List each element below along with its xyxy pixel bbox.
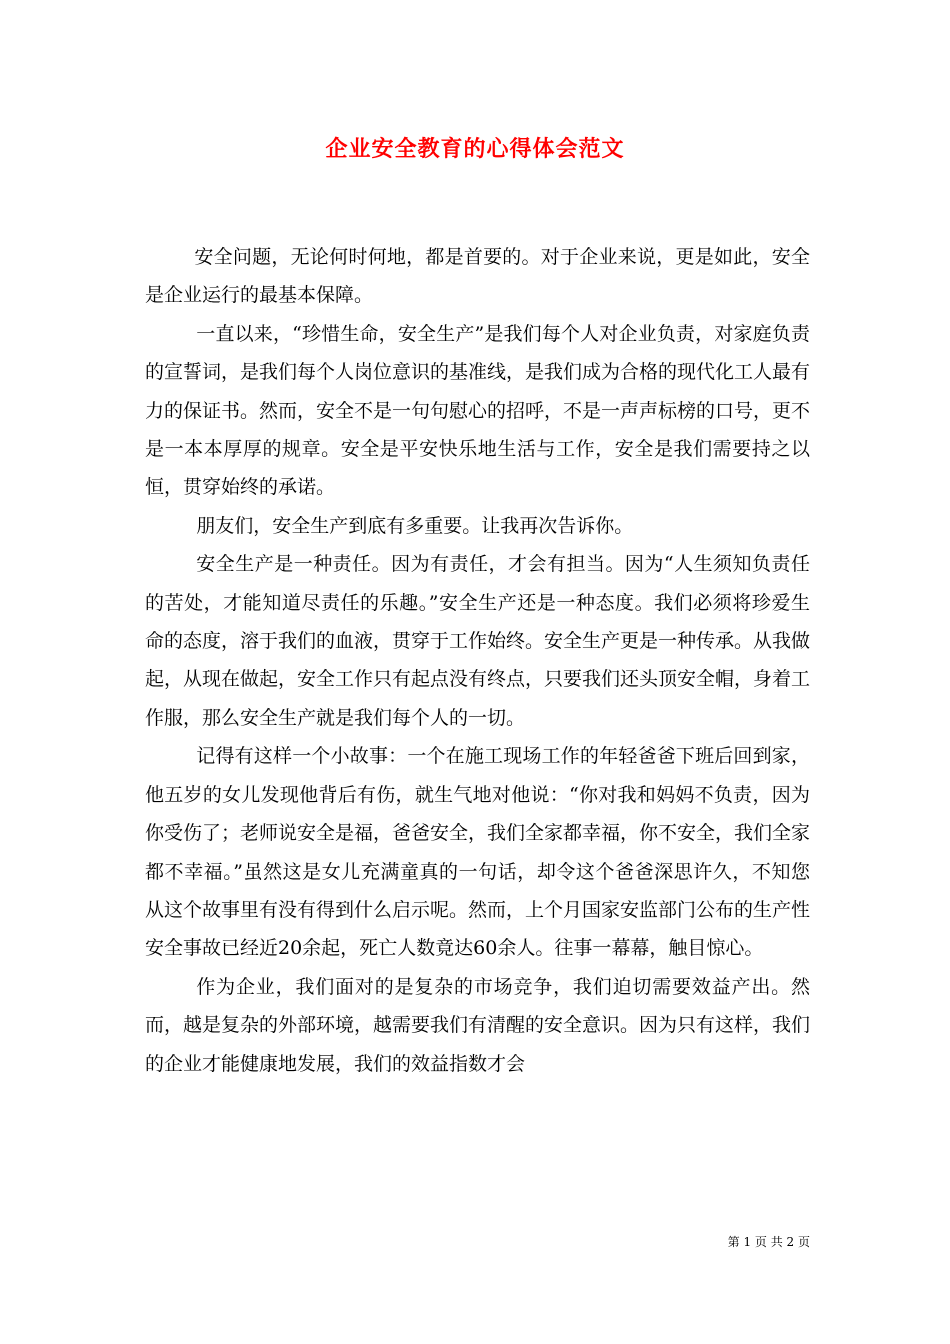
document-body (145, 238, 810, 1083)
paragraph-1: 安全问题，无论何时何地，都是首要的。对于企业来说，更是如此，安全是企业运行的最基本保障。 (145, 246, 810, 307)
paragraph-2: 一直以来，“珍惜生命，安全生产”是我们每个人对企业负责，对家庭负责的宣誓词，是我们每个人岗位意识的基准线，是我们成为合格的现代化工人最有力的保证书。然而，安全不是一句句慰心的招呼，不是一声声标榜的口号，更不是一本本厚厚的规章。安全是平安快乐地生活与工作，安全是我们需要持之以恒，贯穿始终的承诺。 (145, 322, 811, 499)
paragraph-6: 作为企业，我们面对的是复杂的市场竞争，我们迫切需要效益产出。然而，越是复杂的外部环境，越需要我们有清醒的安全意识。因为只有这样，我们的企业才能健康地发展，我们的效益指数才会 (145, 975, 811, 1075)
page-number: 第 1 页 共 2 页 (727, 1235, 810, 1249)
paragraph-4: 安全生产是一种责任。因为有责任，才会有担当。因为“人生须知负责任的苦处，才能知道尽责任的乐趣。”安全生产还是一种态度。我们必须将珍爱生命的态度，溶于我们的血液，贯穿于工作始终。安全生产更是一种传承。从我做起，从现在做起，安全工作只有起点没有终点，只要我们还头顶安全帽，身着工作服，那么安全生产就是我们每个人的一切。 (145, 553, 811, 729)
paragraph-3: 朋友们，安全生产到底有多重要。让我再次告诉你。 (196, 514, 634, 537)
document-title: 企业安全教育的心得体会范文 (325, 136, 625, 162)
paragraph-5: 记得有这样一个小故事：一个在施工现场工作的年轻爸爸下班后回到家，他五岁的女儿发现他背后有伤，就生气地对他说：“你对我和妈妈不负责，因为你受伤了；老师说安全是福，爸爸安全，我们全家都幸福，你不安全，我们全家都不幸福。”虽然这是女儿充满童真的一句话，却令这个爸爸深思许久，不知您从这个故事里有没有得到什么启示呢。然而，上个月国家安监部门公布的生产性安全事故已经近20余起，死亡人数竟达60余人。往事一幕幕，触目惊心。 (145, 745, 811, 960)
